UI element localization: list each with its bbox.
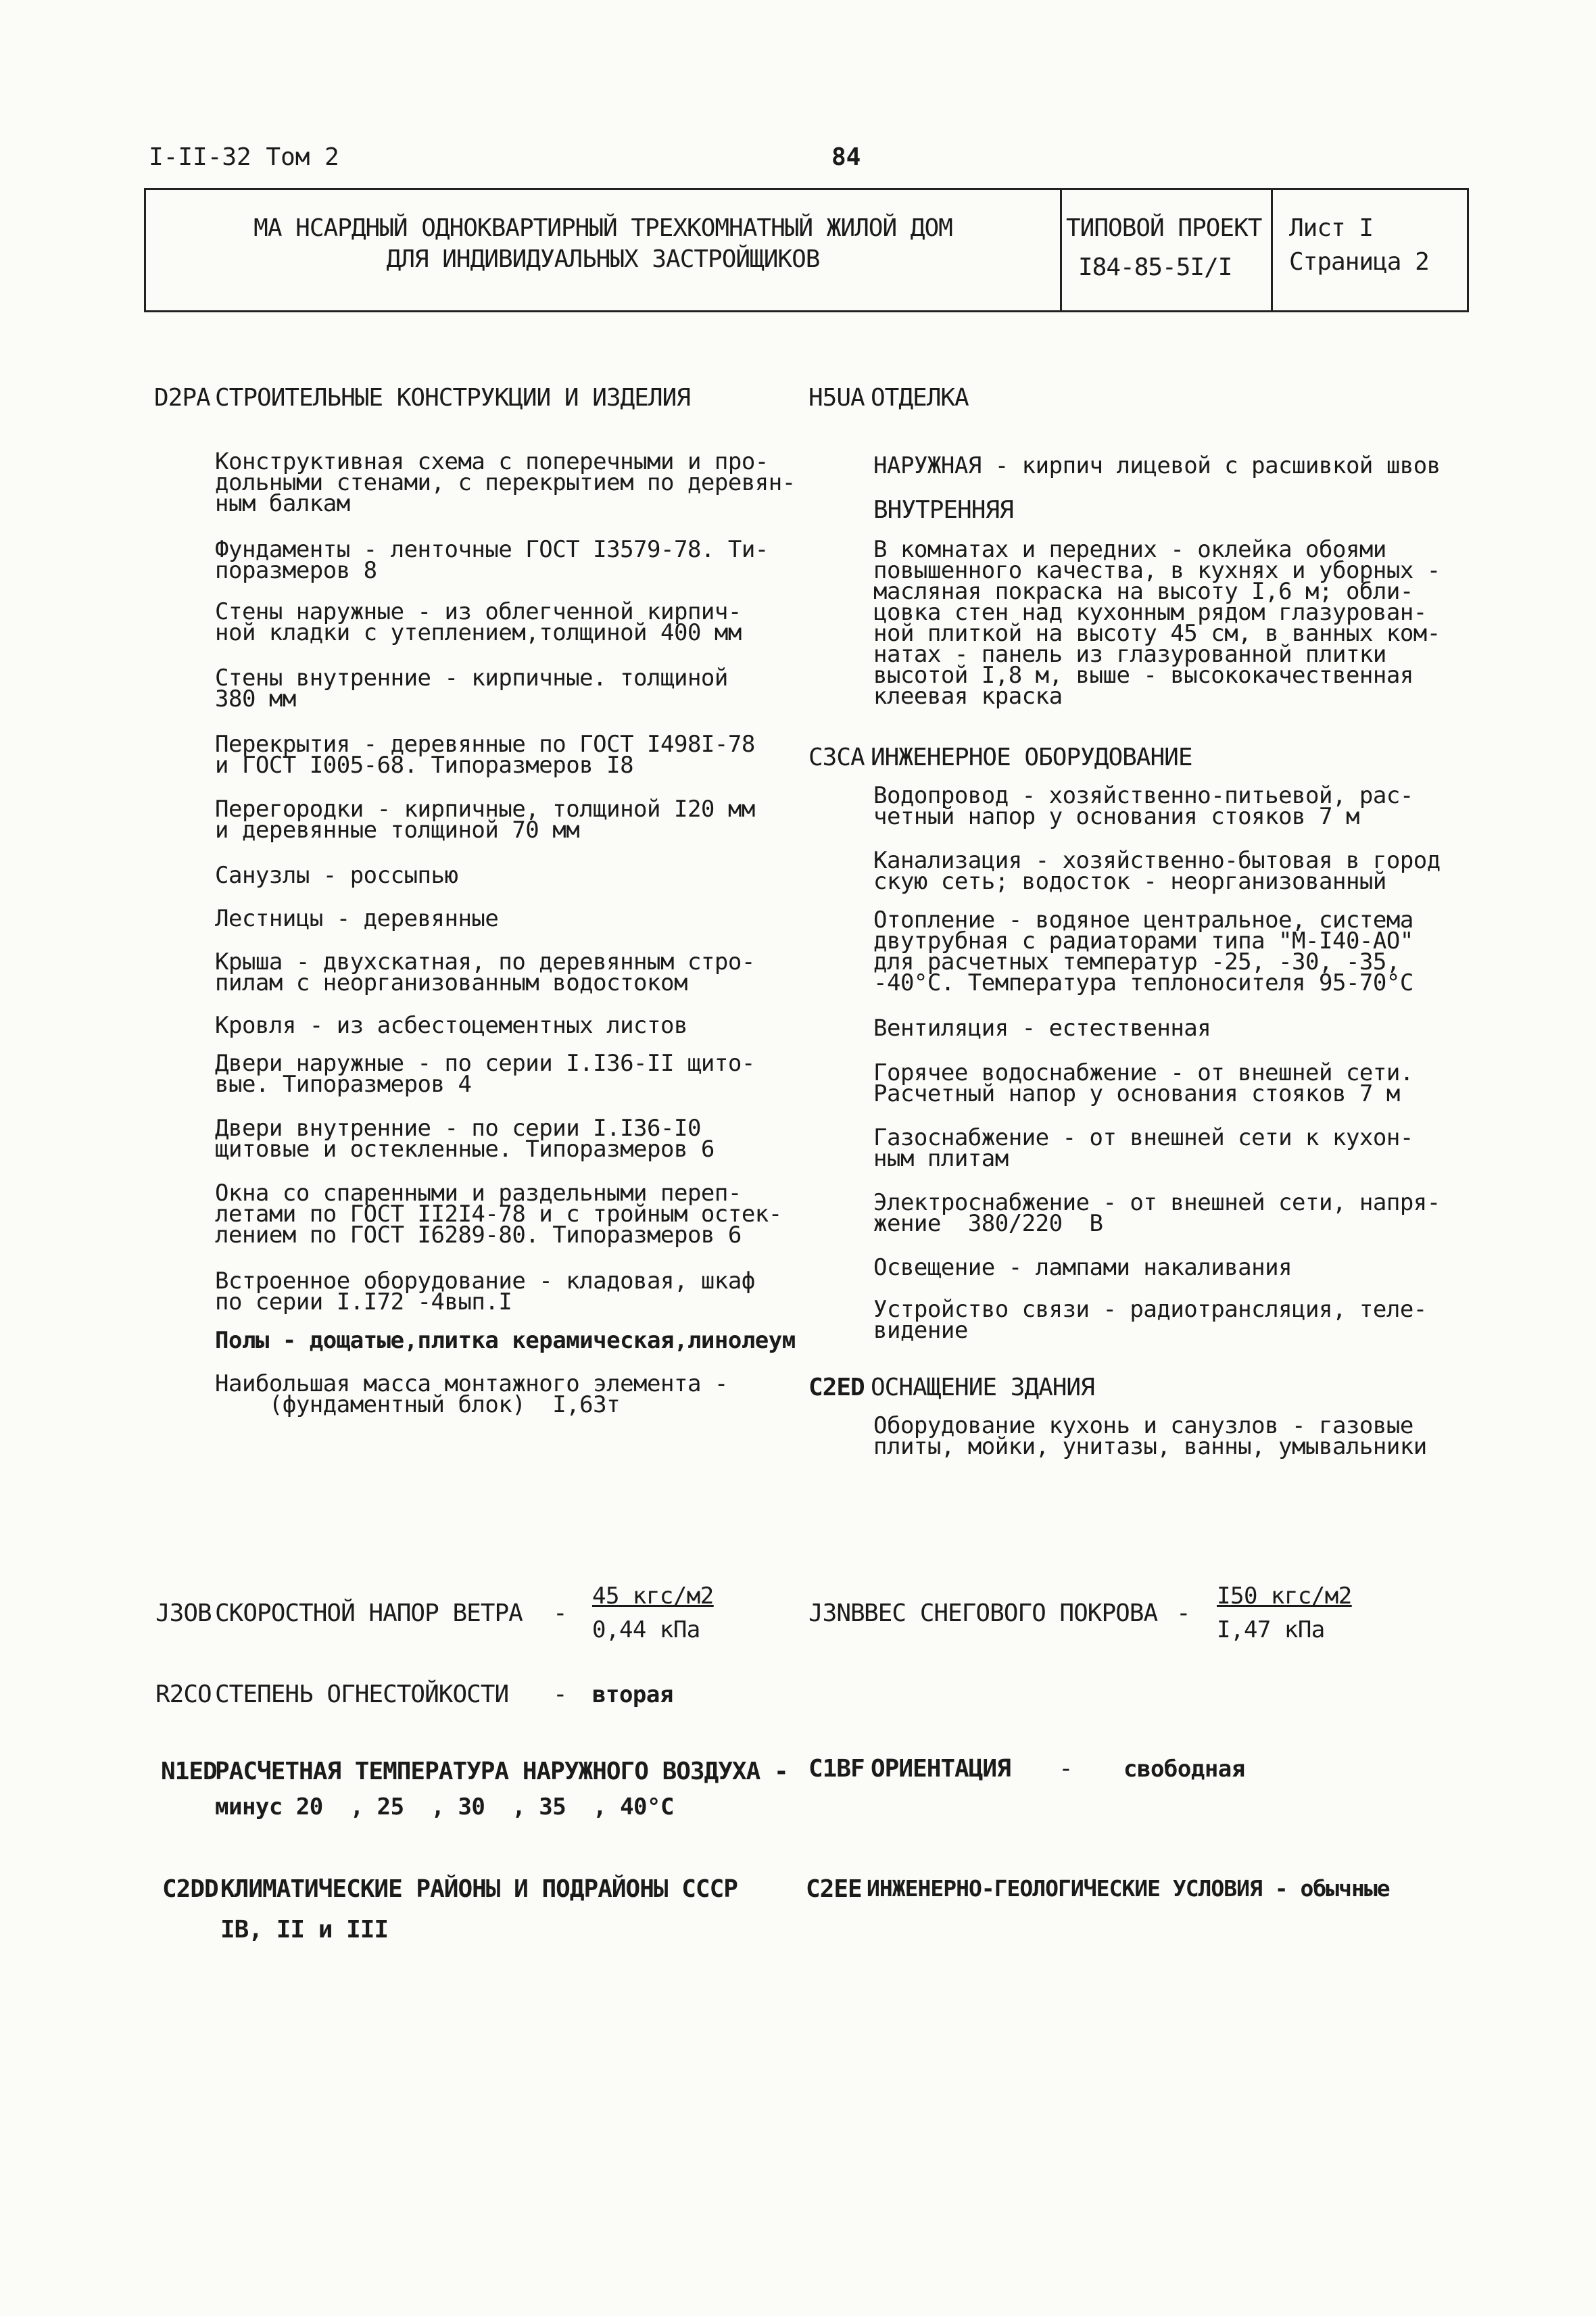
text-line: Горячее водоснабжение - от внешней сети. <box>873 1059 1413 1086</box>
fire-code: R2CO <box>155 1681 212 1708</box>
text-line: ным плитам <box>873 1145 1009 1172</box>
text-line: Кровля - из асбестоцементных листов <box>215 1012 687 1039</box>
list-item <box>215 1327 796 1354</box>
wind-value-bottom: 0,44 кПа <box>592 1616 700 1643</box>
text-line: Конструктивная схема с поперечными и про- <box>215 448 769 475</box>
orient-label: ОРИЕНТАЦИЯ <box>871 1755 1011 1783</box>
list-item <box>215 448 796 517</box>
list-item <box>215 536 769 584</box>
geo-label: ИНЖЕНЕРНО-ГЕОЛОГИЧЕСКИЕ УСЛОВИЯ - обычные <box>867 1875 1390 1902</box>
paragraph <box>873 536 1441 710</box>
temp-label: РАСЧЕТНАЯ ТЕМПЕРАТУРА НАРУЖНОГО ВОЗДУХА - <box>215 1758 788 1785</box>
snow-value-bottom: I,47 кПа <box>1217 1616 1325 1643</box>
text-line: Перекрытия - деревянные по ГОСТ I498I-78 <box>215 731 755 758</box>
snow-dash: - <box>1176 1599 1190 1627</box>
text-line: Полы - дощатые,плитка керамическая,линолеум <box>215 1327 796 1354</box>
text-line: Электроснабжение - от внешней сети, напря- <box>873 1189 1441 1216</box>
snow-code: J3NB <box>808 1599 865 1627</box>
orient-dash: - <box>1059 1755 1073 1783</box>
section-title-finish: ОТДЕЛКА <box>871 384 969 412</box>
list-item <box>215 796 755 844</box>
text-line: по серии I.I72 -4вып.I <box>215 1288 512 1316</box>
climate-code: С2DD <box>162 1875 218 1903</box>
text-line: ной плиткой на высоту 45 см, в ванных ком- <box>873 620 1441 647</box>
fire-value: вторая <box>592 1681 673 1708</box>
list-item <box>873 1254 1292 1281</box>
list-item <box>215 665 728 713</box>
text-line: щитовые и остекленные. Типоразмеров 6 <box>215 1136 715 1163</box>
text-line: дольными стенами, с перекрытием по деревян- <box>215 469 796 496</box>
text-line: цовка стен над кухонным рядом глазурован- <box>873 599 1427 626</box>
text-line: плиты, мойки, унитазы, ванны, умывальники <box>873 1433 1427 1460</box>
text-line: пилам с неорганизованным водостоком <box>215 969 687 996</box>
list-item <box>873 1124 1413 1172</box>
text-line: четный напор у основания стояков 7 м <box>873 803 1359 830</box>
text-line: Оборудование кухонь и санузлов - газовые <box>873 1412 1413 1439</box>
text-line: вые. Типоразмеров 4 <box>215 1071 472 1098</box>
text-line: Отопление - водяное центральное, система <box>873 907 1413 934</box>
list-item <box>215 731 755 779</box>
text-line: Санузлы - россыпью <box>215 862 458 889</box>
text-line: Устройство связи - радиотрансляция, теле- <box>873 1296 1427 1323</box>
finish-inner-label: ВНУТРЕННЯЯ <box>873 496 1013 524</box>
text-line: Двери внутренние - по серии I.I36-I0 <box>215 1115 701 1142</box>
section-code-engineering: СЗСА <box>808 744 865 771</box>
list-item <box>873 847 1441 895</box>
text-line: Крыша - двухскатная, по деревянным стро- <box>215 948 755 975</box>
fire-label: СТЕПЕНЬ ОГНЕСТОЙКОСТИ <box>215 1681 509 1708</box>
wind-value-top: 45 кгс/м2 <box>592 1583 714 1610</box>
text-line: жение 380/220 В <box>873 1210 1103 1237</box>
list-item <box>215 1268 755 1316</box>
text-line: Встроенное оборудование - кладовая, шкаф <box>215 1268 755 1295</box>
text-line: (фундаментный блок) I,63т <box>215 1391 621 1418</box>
list-item <box>873 1015 1211 1042</box>
list-item <box>215 1115 715 1163</box>
list-item <box>215 1050 755 1098</box>
text-line: масляная покраска на высоту I,6 м; обли- <box>873 578 1413 605</box>
geo-code: С2ЕЕ <box>806 1875 862 1903</box>
section-code-equipment: С2ЕD <box>808 1374 865 1401</box>
title-line-2: ДЛЯ ИНДИВИДУАЛЬНЫХ ЗАСТРОЙЩИКОВ <box>386 245 820 273</box>
text-line: для расчетных температур -25, -30, -35, <box>873 948 1400 975</box>
list-item <box>215 1012 687 1039</box>
title-block <box>144 188 1469 312</box>
text-line: Двери наружные - по серии I.I36-II щито- <box>215 1050 755 1077</box>
text-line: Водопровод - хозяйственно-питьевой, рас- <box>873 782 1413 809</box>
text-line: двутрубная с радиаторами типа "М-I40-АО" <box>873 927 1413 955</box>
temp-code: N1ED <box>161 1758 217 1785</box>
text-line: 380 мм <box>215 685 296 713</box>
text-line: видение <box>873 1317 968 1344</box>
text-line: ной кладки с утеплением,толщиной 400 мм <box>215 619 742 646</box>
list-item <box>215 1370 728 1418</box>
text-line: скую сеть; водосток - неорганизованный <box>873 868 1386 895</box>
text-line: Стены наружные - из облегченной кирпич- <box>215 598 742 625</box>
snow-value-top: I50 кгс/м2 <box>1217 1583 1352 1610</box>
project-number: I84-85-5I/I <box>1078 254 1232 281</box>
section-title-construction: СТРОИТЕЛЬНЫЕ КОНСТРУКЦИИ И ИЗДЕЛИЯ <box>215 384 690 412</box>
wind-label: СКОРОСТНОЙ НАПОР ВЕТРА <box>215 1599 523 1627</box>
text-line: Вентиляция - естественная <box>873 1015 1211 1042</box>
snow-label: ВЕС СНЕГОВОГО ПОКРОВА <box>864 1599 1158 1627</box>
document-reference: I-II-32 Том 2 <box>149 143 339 171</box>
title-block-main <box>146 190 1060 310</box>
title-block-sheet <box>1271 190 1473 310</box>
text-line: и ГОСТ I005-68. Типоразмеров I8 <box>215 752 634 779</box>
text-line: -40°С. Температура теплоносителя 95-70°С <box>873 969 1413 996</box>
list-item <box>873 1059 1413 1107</box>
list-item <box>873 1189 1441 1237</box>
list-item <box>215 1180 782 1249</box>
text-line: лением по ГОСТ I6289-80. Типоразмеров 6 <box>215 1222 742 1249</box>
text-line: летами по ГОСТ II2I4-78 и с тройным остек- <box>215 1201 782 1228</box>
text-line: Расчетный напор у основания стояков 7 м <box>873 1080 1400 1107</box>
text-line: повышенного качества, в кухнях и уборных - <box>873 557 1441 584</box>
text-line: и деревянные толщиной 70 мм <box>215 817 580 844</box>
orient-code: С1ВF <box>808 1755 865 1783</box>
section-code-construction: D2РА <box>154 384 210 412</box>
orient-value: свободная <box>1123 1756 1245 1783</box>
text-line: Канализация - хозяйственно-бытовая в город <box>873 847 1441 874</box>
text-line: Фундаменты - ленточные ГОСТ I3579-78. Ти- <box>215 536 769 563</box>
list-item <box>215 862 458 889</box>
sheet-label: Лист I <box>1289 214 1374 242</box>
title-block-project <box>1060 190 1273 310</box>
text-line: Газоснабжение - от внешней сети к кухон- <box>873 1124 1413 1151</box>
text-line: натах - панель из глазурованной плитки <box>873 641 1386 668</box>
page-label: Страница 2 <box>1289 248 1429 276</box>
list-item <box>215 905 499 932</box>
project-label: ТИПОВОЙ ПРОЕКТ <box>1066 214 1262 242</box>
text-line: В комнатах и передних - оклейка обоями <box>873 536 1386 563</box>
text-line: поразмеров 8 <box>215 557 377 584</box>
section-title-engineering: ИНЖЕНЕРНОЕ ОБОРУДОВАНИЕ <box>871 744 1192 771</box>
list-item <box>215 598 742 646</box>
climate-label: КЛИМАТИЧЕСКИЕ РАЙОНЫ И ПОДРАЙОНЫ СССР <box>220 1875 737 1903</box>
section-code-finish: Н5UA <box>808 384 865 412</box>
text-line: клеевая краска <box>873 683 1063 710</box>
finish-outer: НАРУЖНАЯ - кирпич лицевой с расшивкой швов <box>873 452 1441 479</box>
page-number: 84 <box>831 143 861 171</box>
text-line: Стены внутренние - кирпичные. толщиной <box>215 665 728 692</box>
wind-dash: - <box>553 1599 567 1627</box>
list-item <box>873 1296 1427 1344</box>
title-line-1: МА НСАРДНЫЙ ОДНОКВАРТИРНЫЙ ТРЕХКОМНАТНЫЙ ЖИЛОЙ ДОМ <box>253 214 952 242</box>
text-line: высотой I,8 м, выше - высококачественная <box>873 662 1413 689</box>
text-line: Наибольшая масса монтажного элемента - <box>215 1370 728 1397</box>
list-item <box>215 948 755 996</box>
text-line: Лестницы - деревянные <box>215 905 499 932</box>
text-line: ным балкам <box>215 490 350 517</box>
text-line: Окна со спаренными и раздельными переп- <box>215 1180 742 1207</box>
climate-value: IВ, II и III <box>220 1916 389 1944</box>
text-line: Перегородки - кирпичные, толщиной I20 мм <box>215 796 755 823</box>
wind-code: J3OB <box>155 1599 212 1627</box>
list-item <box>873 907 1413 996</box>
text-line: Освещение - лампами накаливания <box>873 1254 1292 1281</box>
temp-value: минус 20 , 25 , 30 , 35 , 40°С <box>215 1793 674 1820</box>
paragraph <box>873 1412 1427 1460</box>
list-item <box>873 782 1413 830</box>
fire-dash: - <box>553 1681 567 1708</box>
section-title-equipment: ОСНАЩЕНИЕ ЗДАНИЯ <box>871 1374 1094 1401</box>
